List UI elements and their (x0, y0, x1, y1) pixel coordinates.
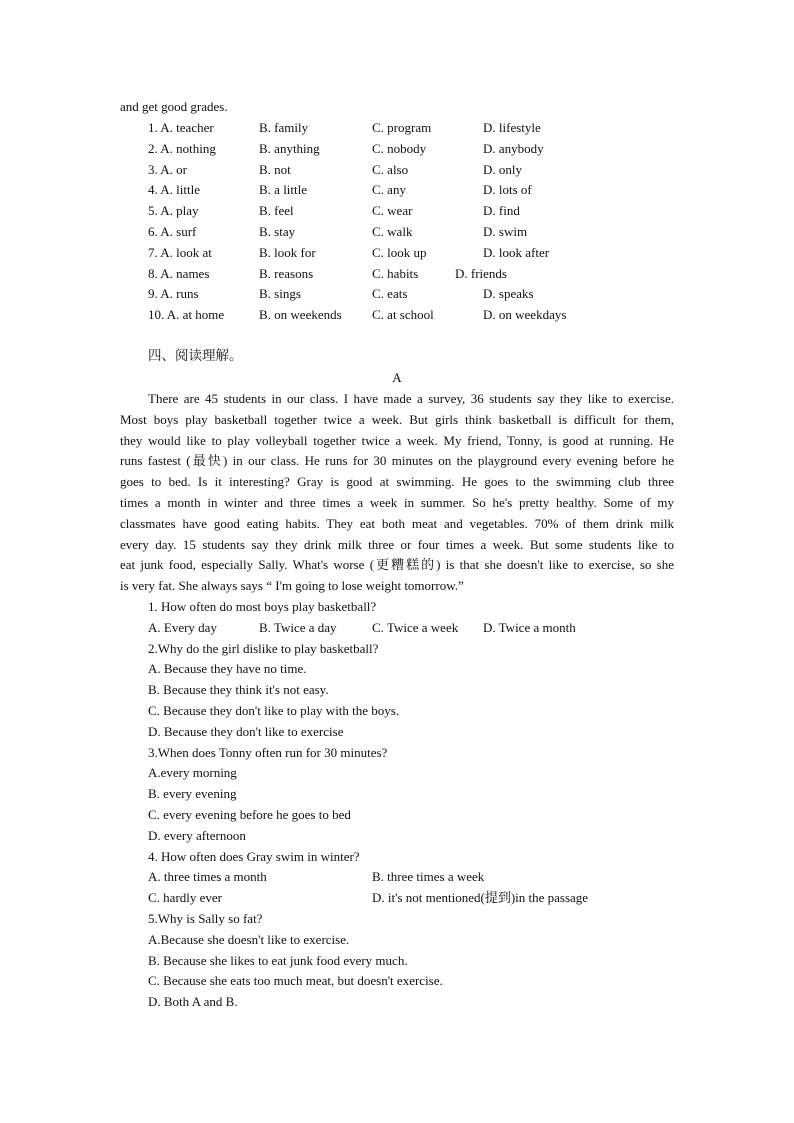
cloze-option: D. swim (483, 224, 528, 239)
passage-line: Most boys play basketball together twice a week. But girls think basketball is difficult for them, (120, 411, 674, 427)
question-stem: 2.Why do the girl dislike to play basketball? (148, 640, 379, 656)
passage-line: goes to bed. Is it interesting? Gray is good at swimming. He goes to the swimming club three (120, 474, 674, 490)
cloze-option: D. look after (483, 244, 550, 260)
answer-option: B. every evening (148, 786, 237, 802)
cloze-option: B. look for (259, 244, 316, 260)
cloze-option: B. on weekends (259, 307, 342, 323)
answer-option: B. three times a week (372, 869, 485, 885)
passage-line: times a month in winter and three times a week in summer. So he's pretty healthy. Some of my (120, 495, 674, 510)
cloze-option: C. eats (372, 286, 408, 302)
passage-line: they would like to play volleyball together twice a week. My friend, Tonny, is good at running. He (120, 432, 674, 448)
cloze-option: 1. A. teacher (148, 120, 214, 135)
answer-option: A. Because they have no time. (148, 661, 307, 677)
question-stem: 4. How often does Gray swim in winter? (148, 848, 360, 864)
cloze-option: D. on weekdays (483, 307, 567, 323)
cloze-option: 6. A. surf (148, 224, 197, 239)
answer-option: B. Because they think it's not easy. (148, 682, 329, 698)
passage-line: There are 45 students in our class. I have made a survey, 36 students say they like to exercise. (148, 391, 674, 406)
cloze-option: D. friends (455, 265, 507, 281)
passage-line: runs fastest (最快) in our class. He runs for 30 minutes on the playground every evening before he (120, 453, 674, 469)
answer-option: A.every morning (148, 765, 237, 781)
cloze-option: B. not (259, 161, 291, 177)
answer-option: C. Twice a week (372, 619, 459, 635)
answer-option: C. every evening before he goes to bed (148, 807, 351, 822)
answer-option: C. Because they don't like to play with the boys. (148, 703, 400, 718)
section-heading: 四、阅读理解。 (148, 348, 243, 363)
cloze-option: D. lots of (483, 182, 532, 198)
passage-label: A (392, 370, 402, 385)
answer-option: A.Because she doesn't like to exercise. (148, 931, 350, 947)
intro-text-line: and get good grades. (120, 99, 228, 114)
cloze-option: 4. A. little (148, 182, 200, 198)
cloze-option: 7. A. look at (148, 244, 212, 260)
cloze-option: B. sings (259, 286, 301, 302)
cloze-option: 8. A. names (148, 265, 210, 281)
answer-option: D. Both A and B. (148, 994, 238, 1010)
cloze-option: C. look up (372, 244, 427, 260)
cloze-option: C. any (372, 182, 406, 198)
cloze-option: B. stay (259, 224, 296, 239)
cloze-option: 3. A. or (148, 161, 187, 177)
cloze-option: C. wear (372, 203, 413, 219)
answer-option: D. it's not mentioned(提到)in the passage (372, 890, 589, 906)
question-stem: 1. How often do most boys play basketball? (148, 599, 377, 614)
cloze-option: C. nobody (372, 140, 427, 156)
cloze-option: 10. A. at home (148, 307, 225, 323)
cloze-option: B. reasons (259, 265, 314, 281)
question-stem: 5.Why is Sally so fat? (148, 911, 263, 926)
cloze-option: 9. A. runs (148, 286, 199, 302)
cloze-option: C. walk (372, 224, 413, 239)
cloze-option: D. lifestyle (483, 120, 541, 135)
cloze-option: C. at school (372, 307, 434, 323)
passage-line: classmates have good eating habits. They eat both meat and vegetables. 70% of them drink milk (120, 515, 674, 531)
answer-option: A. three times a month (148, 869, 267, 885)
answer-option: D. Because they don't like to exercise (148, 723, 344, 739)
passage-line: eat junk food, especially Sally. What's worse (更糟糕的) is that she doesn't like to exercise, so she (120, 557, 674, 573)
passage-line: is very fat. She always says “ I'm going to lose weight tomorrow.” (120, 578, 464, 594)
cloze-option: B. anything (259, 140, 320, 156)
answer-option: D. every afternoon (148, 827, 246, 843)
cloze-option: C. program (372, 120, 432, 135)
answer-option: A. Every day (148, 619, 217, 635)
cloze-option: D. only (483, 161, 522, 177)
cloze-option: 5. A. play (148, 203, 199, 219)
answer-option: C. hardly ever (148, 890, 223, 906)
cloze-option: B. a little (259, 182, 308, 198)
passage-line: every day. 15 students say they drink milk three or four times a week. But some students like to (120, 536, 674, 552)
answer-option: B. Because she likes to eat junk food every much. (148, 952, 408, 968)
answer-option: C. Because she eats too much meat, but doesn't exercise. (148, 973, 443, 989)
cloze-option: C. habits (372, 265, 419, 281)
cloze-option: C. also (372, 161, 409, 177)
cloze-option: D. anybody (483, 140, 544, 156)
cloze-option: B. feel (259, 203, 294, 219)
answer-option: D. Twice a month (483, 619, 576, 635)
question-stem: 3.When does Tonny often run for 30 minutes? (148, 744, 388, 760)
cloze-option: D. speaks (483, 286, 534, 302)
answer-option: B. Twice a day (259, 619, 337, 635)
cloze-option: B. family (259, 120, 309, 135)
cloze-option: 2. A. nothing (148, 140, 216, 156)
cloze-option: D. find (483, 203, 520, 219)
